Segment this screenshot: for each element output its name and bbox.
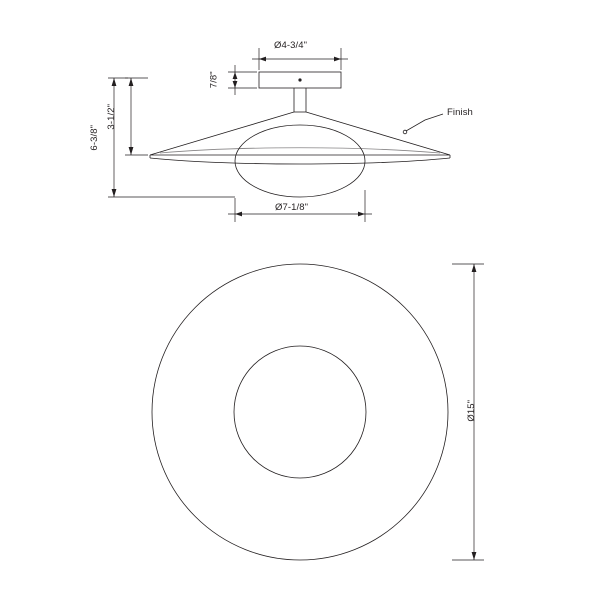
canopy-center-mark xyxy=(298,78,301,81)
plan-view-outer-circle xyxy=(152,264,448,560)
shade-rim-line xyxy=(160,148,440,153)
finish-leader-line xyxy=(406,114,443,131)
cone-shade-outline xyxy=(150,112,450,164)
overall-height-label: 6-3/8" xyxy=(89,124,101,151)
canopy-diameter-dimension xyxy=(252,48,348,70)
canopy-height-label: 7/8" xyxy=(208,71,220,89)
plan-view-inner-circle xyxy=(234,346,366,478)
canopy-height-dimension xyxy=(228,65,257,95)
shade-diameter-label: Ø15" xyxy=(466,399,478,422)
shade-drop-dimension xyxy=(125,78,148,155)
finish-callout-label: Finish xyxy=(447,107,473,118)
globe-diffuser-outline xyxy=(235,125,365,197)
overall-height-dimension xyxy=(108,78,235,197)
stem-outline xyxy=(294,88,306,112)
diffuser-diameter-label: Ø7-1/8" xyxy=(275,202,309,213)
canopy-diameter-label: Ø4-3/4" xyxy=(274,40,308,51)
shade-drop-label: 3-1/2" xyxy=(106,103,118,130)
